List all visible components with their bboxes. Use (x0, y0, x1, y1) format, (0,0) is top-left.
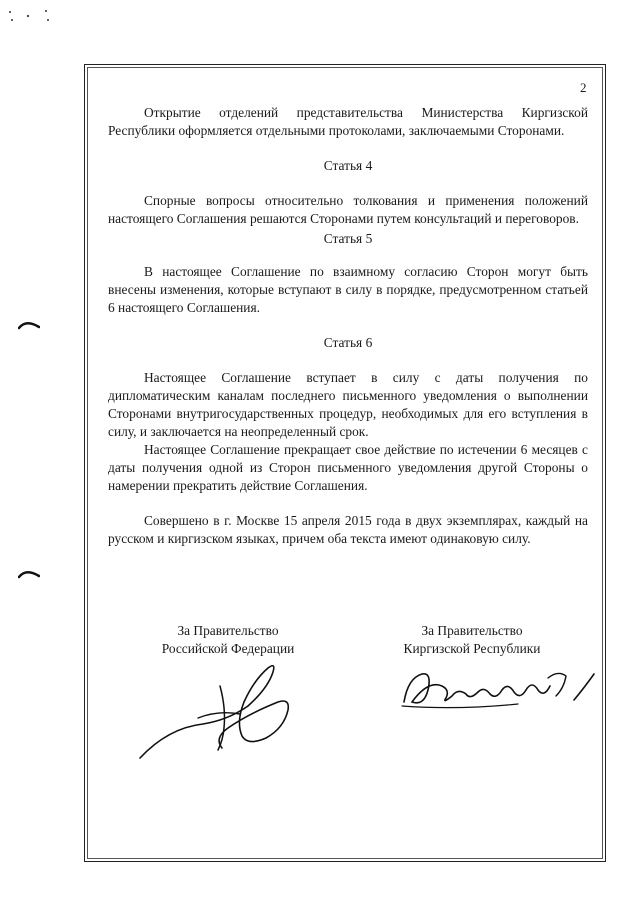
handwritten-signature-right (398, 656, 598, 716)
article-6-text-2: Настоящее Соглашение прекращает свое действие по истечении 6 месяцев с даты получения одной из Сторон письменного уведомления другой Стороны о намерении прекратить действие Соглашения. (108, 442, 588, 493)
document-body (108, 104, 588, 548)
signature-block-kyrgyzstan (352, 622, 592, 658)
paragraph-intro: Открытие отделений представительства Министерства Киргизской Республики оформляется отдельными протоколами, заключаемыми Сторонами. (108, 105, 588, 138)
article-5-heading: Статья 5 (323, 231, 373, 246)
signature-label-line1: За Правительство (177, 623, 279, 638)
corner-marks (8, 6, 58, 28)
signature-label-line1: За Правительство (421, 623, 523, 638)
punch-hole-mark (18, 318, 40, 332)
signature-label-line2: Российской Федерации (161, 641, 295, 656)
signature-block-russia (108, 622, 348, 658)
article-5-text: В настоящее Соглашение по взаимному согласию Сторон могут быть внесены изменения, которые вступают в силу в порядке, предусмотренном статьей 6 настоящего Соглашения. (108, 264, 588, 315)
article-6-text-1: Настоящее Соглашение вступает в силу с даты получения по дипломатическим каналам последнего письменного уведомления о выполнении Сторонами внутригосударственных процедур, необходимых для его вступления в силу, и заключается на неопределенный срок. (108, 370, 588, 439)
signature-section (108, 622, 588, 742)
page-number: 2 (580, 80, 587, 95)
article-6-heading: Статья 6 (323, 335, 373, 350)
closing-paragraph: Совершено в г. Москве 15 апреля 2015 года в двух экземплярах, каждый на русском и киргизском языках, причем оба текста имеют одинаковую силу. (108, 513, 588, 546)
signature-label-line2: Киргизской Республики (403, 641, 541, 656)
punch-hole-mark (18, 566, 40, 580)
article-4-text: Спорные вопросы относительно толкования и применения положений настоящего Соглашения решаются Сторонами путем консультаций и переговоров. (108, 193, 588, 226)
article-4-heading: Статья 4 (323, 158, 373, 173)
